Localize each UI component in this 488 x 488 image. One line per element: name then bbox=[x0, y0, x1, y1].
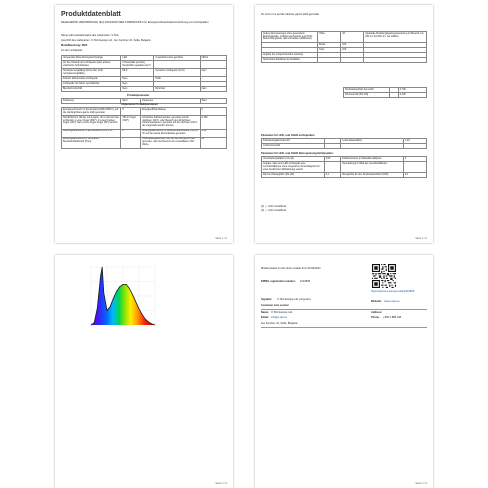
dimension-value bbox=[341, 58, 364, 63]
name-value: V-TAC Europe Ltd. bbox=[271, 311, 293, 314]
data-point bbox=[120, 286, 121, 287]
datasheet-page-1 bbox=[55, 5, 233, 243]
table-row bbox=[62, 116, 227, 130]
param-value: Nein bbox=[121, 87, 154, 92]
general-params-header: Allgemeine Produktparameter bbox=[121, 103, 158, 106]
regulation-subtitle: DELEGIERTE VERORDNUNG (EU) 2019/2015 DER KOMMISSION zur Energieverbrauchskennzeichnung von Lichtquellen bbox=[61, 21, 209, 24]
param-label: Leistungsaufnahme im Bereitschaftszustand (Psb) in W, auf die zweite Dezimalstelle gerundet bbox=[141, 129, 200, 137]
email-label: Email: bbox=[261, 316, 269, 319]
params-header: Produktparameter bbox=[127, 94, 150, 97]
qr-code-icon[interactable] bbox=[372, 264, 396, 288]
address-label: Address: bbox=[371, 311, 383, 314]
table-row bbox=[62, 108, 227, 116]
mains-params-table bbox=[261, 156, 427, 178]
table-row bbox=[262, 162, 427, 173]
dimension-axis: Tiefe bbox=[318, 48, 341, 53]
data-point bbox=[110, 306, 111, 307]
data-point bbox=[104, 293, 105, 294]
data-point bbox=[97, 307, 98, 308]
col-header: Parameter bbox=[141, 99, 200, 104]
param-label: Ungerichtet oder gerichtet bbox=[154, 56, 200, 61]
param-label: Leistungsaufnahme im vernetzten Bereitschaftsbetrieb (Pnet) bbox=[62, 137, 121, 148]
table-row bbox=[62, 137, 227, 148]
param-value: NDLS bbox=[200, 56, 226, 61]
param-value: LTS-kontakt (einzeln) Steckstiftzu gestattet sein? bbox=[121, 61, 154, 69]
param-value: 450 in Kugel (360°) bbox=[121, 116, 141, 130]
param-value: 0,700 bbox=[398, 88, 426, 93]
param-label bbox=[341, 144, 404, 149]
param-value: 0,1 bbox=[403, 173, 426, 178]
col-header: Wert bbox=[121, 99, 141, 104]
param-label: Farbwiedergabeindex, auf die nächste ganze Zahl gerundet, oder der Bereich der einstellbaren CRI-Werte bbox=[141, 137, 200, 148]
phone-value: +359 2 888 168 bbox=[383, 316, 402, 319]
param-label: Lichtquelle mit hoher Leuchtdichte bbox=[62, 82, 121, 87]
data-point bbox=[148, 322, 149, 323]
table-row bbox=[262, 173, 427, 178]
table-row bbox=[262, 144, 427, 149]
param-value: Nein bbox=[200, 69, 226, 77]
param-label: Angabe, dass eine LED-Lichtquelle eine Leuchtstofflampe ohne integriertes Vorschaltgerät mit einer bestimmten Wattleistung ersetzt bbox=[262, 162, 325, 173]
table-row bbox=[62, 69, 227, 77]
datasheet-page-3 bbox=[55, 255, 233, 488]
dimension-value: 100 bbox=[341, 48, 364, 53]
param-label: Energieeffizienzklasse bbox=[141, 108, 200, 116]
data-point bbox=[152, 324, 153, 325]
model-line: Modellkennung: 3604 bbox=[61, 44, 88, 47]
supplier-line: Name oder Handelsmarke des Lieferanten: V-TAC bbox=[61, 34, 119, 37]
param-value: 6 bbox=[403, 157, 426, 162]
type-line: Art der Lichtquelle: bbox=[61, 49, 83, 52]
table-row bbox=[62, 129, 227, 137]
param-label: Dimmbar bbox=[154, 87, 200, 92]
param-label: Verwendete Beleuchtungstechnologie bbox=[62, 56, 121, 61]
param-value: - bbox=[403, 162, 426, 173]
eprel-label: EPREL registration number: bbox=[261, 280, 296, 283]
dimension-label: Angabe der entsprechenden Leistung bbox=[262, 53, 318, 58]
data-point bbox=[142, 314, 143, 315]
dimension-note: Spektrale Strahlungsleistungsverteilung im Bereich von 250 nm bis 800 nm, bei Volllast bbox=[364, 32, 427, 43]
dimension-value: 100 bbox=[341, 42, 364, 47]
dimension-label: Sicherheits-Stückliste Symbolfarbe bbox=[262, 58, 318, 63]
eprel-link[interactable]: https://eprel.ec.europa.eu/qr/1016835 bbox=[371, 290, 415, 293]
supplier-value: V-TAC Europe Ltd. (Importer) bbox=[277, 298, 311, 301]
param-unit bbox=[390, 93, 398, 98]
param-value: MLS bbox=[121, 69, 154, 77]
param-label: Energieverbrauch im Ein-Zustand (kWh/1000 h), auf die nächstgrößere ganze Zahl gerundet bbox=[62, 108, 121, 116]
eprel-number: 1016835 bbox=[300, 280, 311, 283]
data-point bbox=[91, 325, 92, 326]
param-value: 0,00 bbox=[200, 129, 226, 137]
param-value: - bbox=[324, 162, 341, 173]
email-link[interactable]: info@v-tac.eu bbox=[271, 316, 288, 319]
dimension-axis: Breite bbox=[318, 42, 341, 47]
datasheet-page-4 bbox=[255, 255, 433, 488]
data-point bbox=[126, 284, 127, 285]
footnote: (2) „-“ nicht zutreffend; bbox=[261, 209, 287, 212]
col-header: Wert bbox=[200, 99, 226, 104]
led-params-table bbox=[261, 138, 427, 149]
divider bbox=[261, 309, 427, 310]
param-label: Blendschutzschild bbox=[62, 87, 121, 92]
data-point bbox=[136, 302, 137, 303]
param-value: 0,1 bbox=[324, 173, 341, 178]
dimension-note bbox=[364, 58, 427, 63]
param-value: - bbox=[200, 77, 226, 82]
data-point bbox=[145, 319, 146, 320]
page-number: Seite 3 / 3 bbox=[415, 482, 427, 485]
address-value: bul. Kerchev 41, Sofia, Bulgaria bbox=[261, 322, 298, 325]
table-row bbox=[262, 58, 427, 63]
customer-care-label: Customer care service bbox=[261, 304, 289, 307]
table-row bbox=[62, 61, 227, 69]
data-point bbox=[107, 310, 108, 311]
data-point bbox=[129, 288, 130, 289]
param-value: Nein bbox=[200, 87, 226, 92]
data-point bbox=[116, 291, 117, 292]
dimension-axis: Höhe bbox=[318, 32, 341, 43]
param-value: 5 bbox=[121, 129, 141, 137]
data-point bbox=[155, 325, 156, 326]
page-number: Seite 2 / 3 bbox=[415, 237, 427, 240]
param-label: Flimmermaß (Pst LM) bbox=[344, 93, 390, 98]
param-label: Nennleistung in Watt der Leuchtstofflampe bbox=[341, 162, 404, 173]
datasheet-page-2 bbox=[255, 5, 433, 243]
param-label: Nutzlichtstrom (Φuse) mit Angabe, ob er sich auf den Lichtstrom in einer Kugel (360°), in einem breiten Kegel (120°) oder einem engen Kegel (90°) bezieht bbox=[62, 116, 121, 130]
data-point bbox=[113, 298, 114, 299]
name-label: Name: bbox=[261, 311, 269, 314]
param-value: 80 bbox=[200, 137, 226, 148]
flicker-table bbox=[343, 87, 427, 98]
website-label: Website: bbox=[371, 300, 382, 303]
data-point bbox=[100, 275, 101, 276]
param-value bbox=[324, 144, 341, 149]
dimension-label: Außen-Abmessungen ohne gesonderte Betriebsgeräte, Lichtsteuerungsteile und Nicht-Beleuchtungsteile, falls vorhanden (Millimeter) bbox=[262, 32, 318, 43]
general-params-table bbox=[61, 107, 227, 149]
data-point bbox=[132, 295, 133, 296]
spectral-distribution-chart bbox=[55, 255, 233, 488]
param-label: Netzspannungsfähig (NLS) oder nicht netzspannungsfähig bbox=[62, 69, 121, 77]
data-point bbox=[94, 322, 95, 323]
param-label: Hülle bbox=[154, 77, 200, 82]
param-value: 6 400 bbox=[200, 116, 226, 130]
param-label: Ähnlichste Farbtemperatur, gerundet auf die nächsten 100 K, oder Bereich der ähnlichsten Farbtemperaturen, gerundet auf die nächsten 100 K, die eingestellt werden können bbox=[141, 116, 200, 130]
address-line: Anschrift des Lieferanten: V-TAC Europe Ltd., bul. Kerchev 41, Sofia, Bulgaria bbox=[61, 39, 151, 42]
param-value: 5 bbox=[121, 108, 141, 116]
param-value: 0,400 bbox=[398, 93, 426, 98]
param-value bbox=[403, 144, 426, 149]
param-value: LED bbox=[121, 56, 154, 61]
param-label: Farbein abstimmbare Lichtquelle bbox=[62, 77, 121, 82]
param-label: Leistungsaufnahme im Ein-Zustand (Pon) in W bbox=[62, 129, 121, 137]
param-label: Stroboskopeffekt-Kennzahl bbox=[344, 88, 390, 93]
param-label: Messgröße für den Stroboskopeffekt (SVM) bbox=[341, 173, 404, 178]
param-value: Nein bbox=[121, 77, 154, 82]
page-number: Seite 1 / 3 bbox=[215, 237, 227, 240]
data-point bbox=[139, 309, 140, 310]
param-label: Art des Sockels der Lichtquelle (oder andere elektrische Schnittstelle) bbox=[62, 61, 121, 69]
param-label: Lichtstromerhalt bbox=[262, 144, 325, 149]
divider bbox=[261, 327, 427, 328]
col-header: Parameter bbox=[62, 99, 121, 104]
table-row bbox=[344, 93, 427, 98]
page-title: Produktdatenblatt bbox=[61, 11, 121, 18]
param-label: Verschiebungsfaktor (cos φ1) bbox=[262, 157, 325, 162]
param-label: Farbkonsistenz in MacAdam-Ellipsen bbox=[341, 157, 404, 162]
table-row bbox=[62, 87, 227, 92]
param-value: 1,00 bbox=[403, 139, 426, 144]
param-value bbox=[200, 61, 226, 69]
page-number: Seite 3 / 3 bbox=[215, 482, 227, 485]
data-point bbox=[102, 267, 103, 268]
param-label: Lebensdauerfaktor bbox=[341, 139, 404, 144]
website-link[interactable]: www.v-tac.eu bbox=[384, 300, 400, 303]
data-point bbox=[123, 284, 124, 285]
param-label: Vernetzte Lichtquelle (CLS) bbox=[154, 69, 200, 77]
dimension-value: 33 bbox=[341, 32, 364, 43]
param-value: - bbox=[121, 137, 141, 148]
intro-text: für LCU in lm auf die nächste ganze Zahl gerundet bbox=[261, 13, 319, 16]
footnote: (1) „-“ nicht zutreffend; bbox=[261, 205, 287, 208]
param-value: Nein bbox=[121, 82, 154, 87]
param-value: 0,50 bbox=[324, 157, 341, 162]
param-value: F bbox=[200, 108, 226, 116]
light-source-type-table bbox=[61, 55, 227, 92]
param-label: Farbwiedergabeindex R9 bbox=[262, 139, 325, 144]
mains-params-header: Parameter für LED- und OLED-Netzspannungslichtquellen: bbox=[261, 152, 334, 155]
param-label bbox=[154, 61, 200, 69]
param-label: Flimmer-Messgröße (Pst LM) bbox=[262, 173, 325, 178]
supplier-label: Supplier: bbox=[261, 298, 273, 301]
table-row bbox=[262, 32, 427, 43]
dimension-axis bbox=[318, 58, 341, 63]
led-params-header: Parameter für LED- und OLED-Lichtquellen: bbox=[261, 134, 316, 137]
market-placement-line: Modell placed on the Union market from 01/04/2021 bbox=[261, 267, 321, 270]
phone-label: Phone: bbox=[371, 316, 380, 319]
dimensions-table bbox=[261, 31, 427, 63]
